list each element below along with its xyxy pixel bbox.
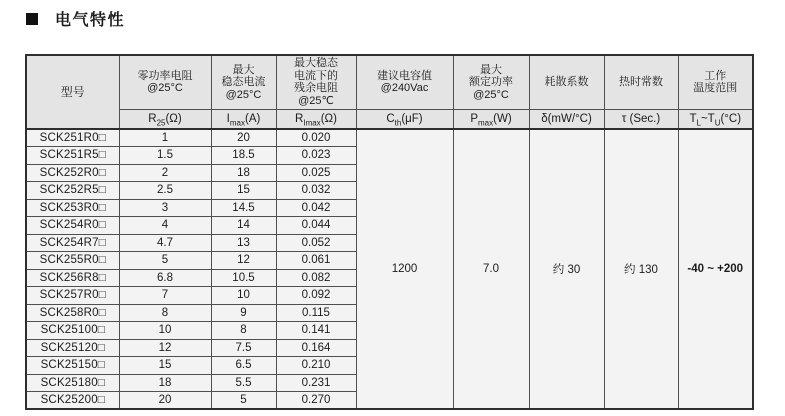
imax-cell: 13 (211, 234, 276, 252)
rimax-cell: 0.044 (276, 217, 356, 235)
model-cell: SCK255R0□ (26, 252, 119, 270)
symbol-text: (W) (493, 112, 512, 125)
header-line: @25°C (225, 88, 262, 101)
symbol-text: T (689, 112, 697, 125)
merged-temp-cell: -40 ~ +200 (678, 129, 753, 409)
imax-cell: 14.5 (211, 199, 276, 217)
r25-cell: 6.8 (119, 269, 211, 287)
model-cell: SCK252R5□ (26, 182, 119, 200)
imax-cell: 12 (211, 252, 276, 270)
imax-cell: 5 (211, 392, 276, 410)
rimax-cell: 0.032 (276, 182, 356, 200)
rimax-cell: 0.210 (276, 357, 356, 375)
symbol-subscript: 25 (156, 117, 166, 127)
r25-cell: 2 (119, 164, 211, 182)
col-symbol-r25 (119, 109, 211, 129)
rimax-cell: 0.115 (276, 304, 356, 322)
col-header-delta (529, 55, 604, 109)
imax-cell: 15 (211, 182, 276, 200)
header-line: @25℃ (298, 94, 334, 107)
rimax-cell: 0.042 (276, 199, 356, 217)
header-line: 耗散系数 (544, 76, 589, 88)
model-cell: SCK258R0□ (26, 304, 119, 322)
header-line: @25°C (147, 82, 183, 95)
rimax-cell: 0.092 (276, 287, 356, 305)
header-line: 电流下的 (294, 69, 338, 82)
rimax-cell: 0.231 (276, 374, 356, 392)
col-header-tau (604, 55, 678, 109)
table-body (26, 129, 753, 409)
col-header-temp (678, 55, 753, 109)
rimax-cell: 0.270 (276, 392, 356, 410)
symbol-text: δ(mW/°C) (541, 112, 592, 125)
model-cell: SCK256R8□ (26, 269, 119, 287)
r25-cell: 1.5 (119, 147, 211, 165)
imax-cell: 10 (211, 287, 276, 305)
symbol-subscript: Imax (303, 117, 321, 127)
header-line: 零功率电阻 (137, 69, 193, 82)
symbol-text: C (386, 112, 395, 125)
header-line: @240Vac (380, 82, 429, 95)
col-header-pmax (453, 55, 529, 109)
header-line: 最大 (480, 63, 502, 76)
header-symbol-row (26, 109, 753, 129)
r25-cell: 4 (119, 217, 211, 235)
symbol-subscript: L (696, 117, 701, 127)
col-symbol-delta (529, 109, 604, 129)
header-line: 建议电容值 (377, 69, 432, 82)
symbol-text: τ (Sec.) (621, 112, 661, 125)
imax-cell: 9 (211, 304, 276, 322)
section-header (26, 7, 125, 30)
symbol-text: (μF) (401, 112, 423, 125)
rimax-cell: 0.082 (276, 269, 356, 287)
r25-cell: 4.7 (119, 234, 211, 252)
model-cell: SCK25120□ (26, 339, 119, 357)
table-head (26, 55, 753, 129)
col-symbol-pmax (453, 109, 529, 129)
merged-pmax-cell: 7.0 (453, 129, 529, 409)
col-symbol-tau (604, 109, 678, 129)
r25-cell: 1 (119, 129, 211, 147)
header-line: 最大稳态 (294, 57, 338, 70)
symbol-text: R (295, 112, 304, 125)
r25-cell: 10 (119, 322, 211, 340)
header-line: 残余电阻 (294, 82, 338, 95)
merged-tau-cell: 约 130 (604, 129, 678, 409)
imax-cell: 8 (211, 322, 276, 340)
symbol-subscript: max (229, 117, 245, 127)
col-header-rimax (276, 55, 356, 109)
header-line: 额定功率 (469, 76, 513, 88)
header-line: 稳态电流 (221, 76, 266, 88)
table-row (26, 129, 753, 147)
col-symbol-cth (356, 109, 453, 129)
symbol-text: (Ω) (165, 112, 182, 125)
r25-cell: 2.5 (119, 182, 211, 200)
symbol-text: (°C) (720, 112, 742, 125)
header-line: 热时常数 (619, 76, 663, 88)
r25-cell: 8 (119, 304, 211, 322)
rimax-cell: 0.052 (276, 234, 356, 252)
symbol-text: (Ω) (320, 112, 337, 125)
imax-cell: 6.5 (211, 357, 276, 375)
imax-cell: 18 (211, 164, 276, 182)
symbol-subscript: U (714, 117, 721, 127)
rimax-cell: 0.025 (276, 164, 356, 182)
model-cell: SCK252R0□ (26, 164, 119, 182)
model-cell: SCK25150□ (26, 357, 119, 375)
r25-cell: 5 (119, 252, 211, 270)
rimax-cell: 0.061 (276, 252, 356, 270)
imax-cell: 14 (211, 217, 276, 235)
model-cell: SCK251R5□ (26, 147, 119, 165)
model-cell: SCK254R0□ (26, 217, 119, 235)
r25-cell: 18 (119, 374, 211, 392)
merged-cth-cell: 1200 (356, 129, 453, 409)
header-line: @25°C (473, 88, 509, 101)
symbol-text: (A) (244, 112, 261, 125)
model-cell: SCK251R0□ (26, 129, 119, 147)
electrical-characteristics-table (25, 54, 754, 410)
header-line: 温度范围 (693, 82, 738, 95)
imax-cell: 20 (211, 129, 276, 147)
model-cell: SCK254R7□ (26, 234, 119, 252)
col-header-imax (211, 55, 276, 109)
model-cell: SCK25180□ (26, 374, 119, 392)
symbol-subscript: th (394, 117, 402, 127)
model-cell: SCK257R0□ (26, 287, 119, 305)
model-cell: SCK25200□ (26, 392, 119, 410)
r25-cell: 20 (119, 392, 211, 410)
model-cell: SCK253R0□ (26, 199, 119, 217)
symbol-text: R (148, 112, 157, 125)
header-title-row (26, 55, 753, 109)
section-title: 电气特性 (55, 12, 126, 29)
symbol-text: P (470, 112, 479, 125)
r25-cell: 15 (119, 357, 211, 375)
imax-cell: 5.5 (211, 374, 276, 392)
rimax-cell: 0.141 (276, 322, 356, 340)
rimax-cell: 0.023 (276, 147, 356, 165)
imax-cell: 7.5 (211, 339, 276, 357)
header-line: 工作 (704, 69, 727, 82)
section-bullet-square-icon (26, 13, 38, 25)
imax-cell: 18.5 (211, 147, 276, 165)
r25-cell: 12 (119, 339, 211, 357)
col-header-cth (356, 55, 453, 109)
col-symbol-temp (678, 109, 753, 129)
r25-cell: 7 (119, 287, 211, 305)
imax-cell: 10.5 (211, 269, 276, 287)
symbol-subscript: max (478, 117, 494, 127)
col-header-model (26, 55, 119, 129)
merged-delta-cell: 约 30 (529, 129, 604, 409)
model-cell: SCK25100□ (26, 322, 119, 340)
col-header-r25 (119, 55, 211, 109)
rimax-cell: 0.164 (276, 339, 356, 357)
rimax-cell: 0.020 (276, 129, 356, 147)
symbol-text: I (226, 112, 230, 125)
col-symbol-imax (211, 109, 276, 129)
header-line: 型号 (60, 84, 85, 99)
symbol-text: ~T (700, 112, 715, 125)
col-symbol-rimax (276, 109, 356, 129)
header-line: 最大 (232, 63, 255, 76)
r25-cell: 3 (119, 199, 211, 217)
